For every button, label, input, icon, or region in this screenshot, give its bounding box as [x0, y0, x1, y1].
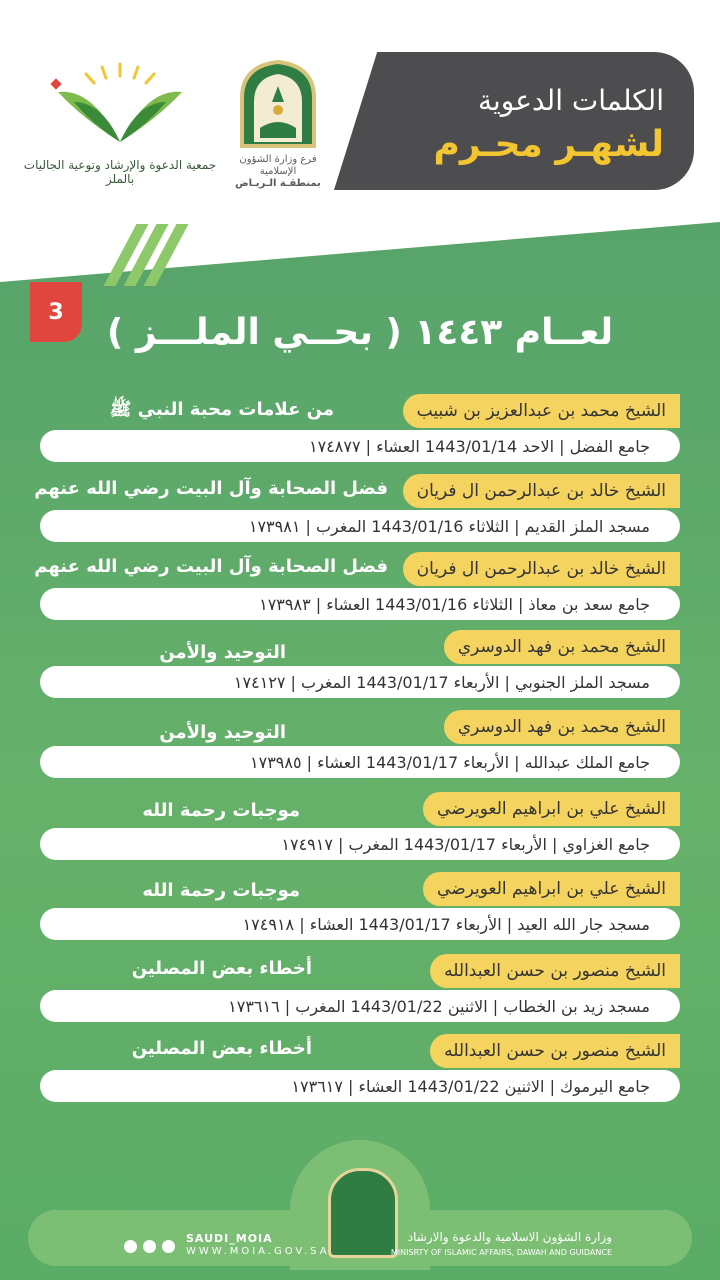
ministry-caption-2: بمنطقـة الـريـاض [235, 178, 321, 189]
lecture-details: مسجد زيد بن الخطاب | الاثنين 1443/01/22 المغرب | ١٧٣٦١٦ [40, 990, 680, 1022]
lecture-entry [40, 630, 680, 710]
lecture-details: مسجد جار الله العيد | الأربعاء 1443/01/17 العشاء | ١٧٤٩١٨ [40, 908, 680, 940]
book-emblem-icon [22, 58, 218, 154]
lecture-entry [34, 552, 680, 632]
lecture-entry [40, 954, 680, 1034]
title-banner [334, 52, 694, 190]
speaker-name: الشيخ خالد بن عبدالرحمن ال فريان [403, 474, 680, 508]
lecture-details: جامع اليرموك | الاثنين 1443/01/22 العشاء | ١٧٣٦١٧ [40, 1070, 680, 1102]
lecture-topic: موجبات رحمة الله [142, 880, 300, 901]
banner-subtitle: لشهـر محـرم [433, 124, 664, 165]
lecture-topic: فضل الصحابة وآل البيت رضي الله عنهم [34, 556, 388, 577]
lecture-details: جامع سعد بن معاذ | الثلاثاء 1443/01/16 العشاء | ١٧٣٩٨٣ [40, 588, 680, 620]
lecture-details: جامع الغزاوي | الأربعاء 1443/01/17 المغرب | ١٧٤٩١٧ [40, 828, 680, 860]
lecture-details: جامع الملك عبدالله | الأربعاء 1443/01/17 العشاء | ١٧٣٩٨٥ [40, 746, 680, 778]
association-caption: جمعية الدعوة والإرشاد وتوعية الجاليات بالملز [23, 158, 217, 186]
page-number-badge: 3 [30, 282, 82, 342]
lecture-topic: أخطاء بعض المصلين [131, 1038, 312, 1059]
speaker-name: الشيخ منصور بن حسن العبدالله [430, 954, 680, 988]
lecture-entry [34, 474, 680, 554]
speaker-name: الشيخ خالد بن عبدالرحمن ال فريان [403, 552, 680, 586]
ministry-logo [222, 58, 334, 189]
ministry-emblem-icon [222, 58, 334, 150]
instagram-icon[interactable] [143, 1240, 156, 1253]
lecture-topic: أخطاء بعض المصلين [131, 958, 312, 979]
lecture-entry [40, 792, 680, 872]
lecture-topic: موجبات رحمة الله [142, 800, 300, 821]
lecture-details: جامع الفضل | الاحد 1443/01/14 العشاء | ١٧٤٨٧٧ [40, 430, 680, 462]
lecture-details: مسجد الملز القديم | الثلاثاء 1443/01/16 المغرب | ١٧٣٩٨١ [40, 510, 680, 542]
ministry-caption-1: فرع وزارة الشؤون الإسلامية [239, 154, 317, 177]
lecture-entry [40, 710, 680, 790]
footer-ministry-emblem-icon [328, 1168, 398, 1258]
lecture-topic: التوحيد والأمن [159, 722, 286, 743]
lecture-entry [40, 1034, 680, 1114]
ministry-name-ar: وزارة الشؤون الاسلامية والدعوة والارشاد [407, 1230, 612, 1244]
lecture-entry [40, 394, 680, 474]
website-url[interactable]: WWW.MOIA.GOV.SA [186, 1246, 330, 1257]
banner-title: الكلمات الدعوية [477, 84, 664, 117]
ministry-name-en: MINISRTY OF ISLAMIC AFFAIRS, DAWAH AND GUIDANCE [390, 1248, 612, 1257]
lecture-topic: فضل الصحابة وآل البيت رضي الله عنهم [34, 478, 388, 499]
social-icons [124, 1240, 175, 1253]
twitter-icon[interactable] [124, 1240, 137, 1253]
speaker-name: الشيخ علي بن ابراهيم العويرضي [423, 872, 680, 906]
lecture-details: مسجد الملز الجنوبي | الأربعاء 1443/01/17 المغرب | ١٧٤١٢٧ [40, 666, 680, 698]
speaker-name: الشيخ محمد بن فهد الدوسري [444, 630, 680, 664]
speaker-name: الشيخ محمد بن فهد الدوسري [444, 710, 680, 744]
association-logo [22, 58, 218, 184]
speaker-name: الشيخ محمد بن عبدالعزيز بن شبيب [403, 394, 680, 428]
social-handle[interactable]: SAUDI_MOIA [186, 1232, 273, 1245]
lecture-topic: التوحيد والأمن [159, 642, 286, 663]
speaker-name: الشيخ منصور بن حسن العبدالله [430, 1034, 680, 1068]
speaker-name: الشيخ علي بن ابراهيم العويرضي [423, 792, 680, 826]
lecture-topic: من علامات محبة النبي ﷺ [109, 399, 334, 420]
lecture-entry [40, 872, 680, 952]
facebook-icon[interactable] [162, 1240, 175, 1253]
main-title: لعــام ١٤٤٣ ( بحــي الملـــز ) [106, 312, 614, 353]
